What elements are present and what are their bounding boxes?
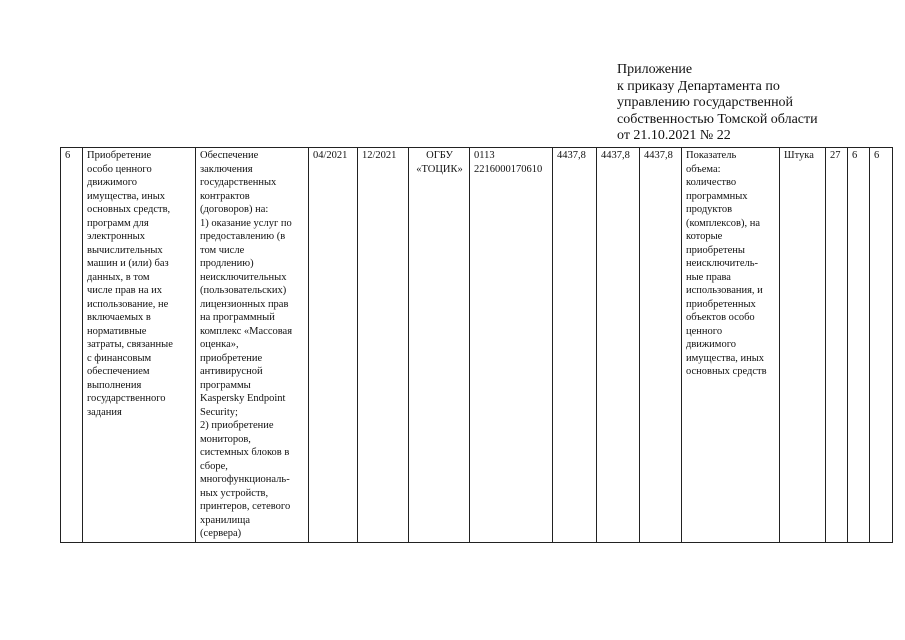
cell-text-line: включаемых в xyxy=(87,312,151,323)
cell-indicator xyxy=(682,148,780,543)
cell-text-line: комплекс «Массовая xyxy=(200,325,293,337)
cell-text-line: антивирусной xyxy=(200,366,263,377)
cell-text-line: продлению) xyxy=(200,258,254,269)
cell-text-line: государственного xyxy=(87,393,166,404)
cell-value-2: 6 xyxy=(848,148,870,543)
table-row xyxy=(61,148,893,543)
cell-text-line: имущества, иных xyxy=(686,352,765,364)
cell-amount-1: 4437,8 xyxy=(553,148,597,543)
cell-text-line: имущества, иных xyxy=(87,190,166,202)
cell-text-line: приобретение xyxy=(200,352,263,364)
cell-text-line: задания xyxy=(87,406,122,418)
cell-text-line: Приобретение xyxy=(87,150,152,161)
cell-text-line: заключения xyxy=(200,163,253,175)
cell-text-line: мониторов, xyxy=(200,433,251,445)
appendix-line: от 21.10.2021 № 22 xyxy=(617,128,731,143)
cell-start-date: 04/2021 xyxy=(309,148,358,543)
cell-text-line: предоставлению (в xyxy=(200,231,286,242)
cell-text-line: лицензионных прав xyxy=(200,298,289,310)
cell-text-line: государственных xyxy=(200,177,277,188)
cell-text-line: движимого xyxy=(87,177,137,188)
cell-text-line: затраты, связанные xyxy=(87,339,173,350)
cell-organization xyxy=(409,148,470,543)
cell-text-line: сборе, xyxy=(200,460,228,472)
appendix-line: к приказу Департамента по xyxy=(617,78,780,94)
cell-text-line: программы xyxy=(200,379,251,391)
cell-text-line: основных средств xyxy=(686,366,767,377)
cell-text-line: электронных xyxy=(87,231,145,242)
cell-text-line: ные права xyxy=(686,271,731,283)
cell-text-line: количество xyxy=(686,177,737,188)
cell-text-line: (комплексов), на xyxy=(686,217,761,229)
cell-value-3: 6 xyxy=(870,148,893,543)
cell-text-line: ных устройств, xyxy=(200,487,269,499)
cell-text-line: «ТОЦИК» xyxy=(416,163,463,175)
cell-text-line: (сервера) xyxy=(200,528,242,539)
cell-text-line: программ для xyxy=(87,217,149,229)
cell-text-line: движимого xyxy=(686,339,736,350)
cell-text-line: нормативные xyxy=(87,325,147,337)
cell-text-line: хранилища xyxy=(200,514,251,526)
cell-text-line: на программный xyxy=(200,312,275,323)
cell-purpose xyxy=(196,148,309,543)
cell-text-line: числе прав на их xyxy=(87,285,162,296)
cell-text-line: программных xyxy=(686,190,748,202)
cell-text-line: основных средств, xyxy=(87,204,171,215)
cell-text-line: 2) приобретение xyxy=(200,420,274,431)
cell-value-1: 27 xyxy=(826,148,848,543)
cell-text-line: 0113 xyxy=(474,150,495,161)
cell-text-line: ОГБУ xyxy=(426,150,453,161)
cell-text-line: 2216000170610 xyxy=(474,163,543,175)
cell-text-line: объема: xyxy=(686,163,721,175)
cell-text-line: машин и (или) баз xyxy=(87,258,169,269)
cell-amount-2: 4437,8 xyxy=(597,148,640,543)
cell-text-line: данных, в том xyxy=(87,271,150,283)
cell-amount-3: 4437,8 xyxy=(640,148,682,543)
cell-text-line: выполнения xyxy=(87,379,142,391)
appendix-line: управлению государственной xyxy=(617,95,794,110)
cell-text-line: принтеров, сетевого xyxy=(200,501,291,512)
cell-text-line: неисключитель- xyxy=(686,258,759,269)
cell-text-line: продуктов xyxy=(686,204,733,215)
cell-budget-code xyxy=(470,148,553,543)
cell-text-line: Security; xyxy=(200,406,238,418)
cell-text-line: с финансовым xyxy=(87,352,152,364)
cell-text-line: приобретенных xyxy=(686,298,756,310)
cell-text-line: объектов особо xyxy=(686,312,755,323)
cell-text-line: неисключительных xyxy=(200,271,287,283)
cell-text-line: использования, и xyxy=(686,285,763,296)
cell-text-line: ценного xyxy=(686,325,723,337)
cell-text-line: приобретены xyxy=(686,244,745,256)
cell-text-line: вычислительных xyxy=(87,244,163,256)
cell-text-line: которые xyxy=(686,231,723,242)
cell-end-date: 12/2021 xyxy=(358,148,409,543)
appendix-header xyxy=(617,62,818,145)
cell-text-line: оценка», xyxy=(200,339,239,350)
cell-text-line: системных блоков в xyxy=(200,447,290,458)
cell-text-line: том числе xyxy=(200,244,245,256)
cell-text-line: 1) оказание услуг по xyxy=(200,217,292,229)
cell-text-line: Показатель xyxy=(686,150,737,161)
cell-text-line: (пользовательских) xyxy=(200,285,287,296)
cell-text-line: обеспечением xyxy=(87,366,150,377)
cell-text-line: особо ценного xyxy=(87,163,152,175)
cell-row-number: 6 xyxy=(61,148,83,543)
cell-text-line: использование, не xyxy=(87,298,169,310)
cell-text-line: контрактов xyxy=(200,190,250,202)
cell-text-line: (договоров) на: xyxy=(200,204,269,215)
cell-text-line: многофункциональ- xyxy=(200,474,290,485)
data-table xyxy=(60,147,893,543)
appendix-line: собственностью Томской области xyxy=(617,111,818,127)
cell-event-name xyxy=(83,148,196,543)
appendix-line: Приложение xyxy=(617,62,693,77)
cell-unit: Штука xyxy=(780,148,826,543)
cell-text-line: Обеспечение xyxy=(200,150,259,161)
cell-text-line: Kaspersky Endpoint xyxy=(200,393,286,404)
